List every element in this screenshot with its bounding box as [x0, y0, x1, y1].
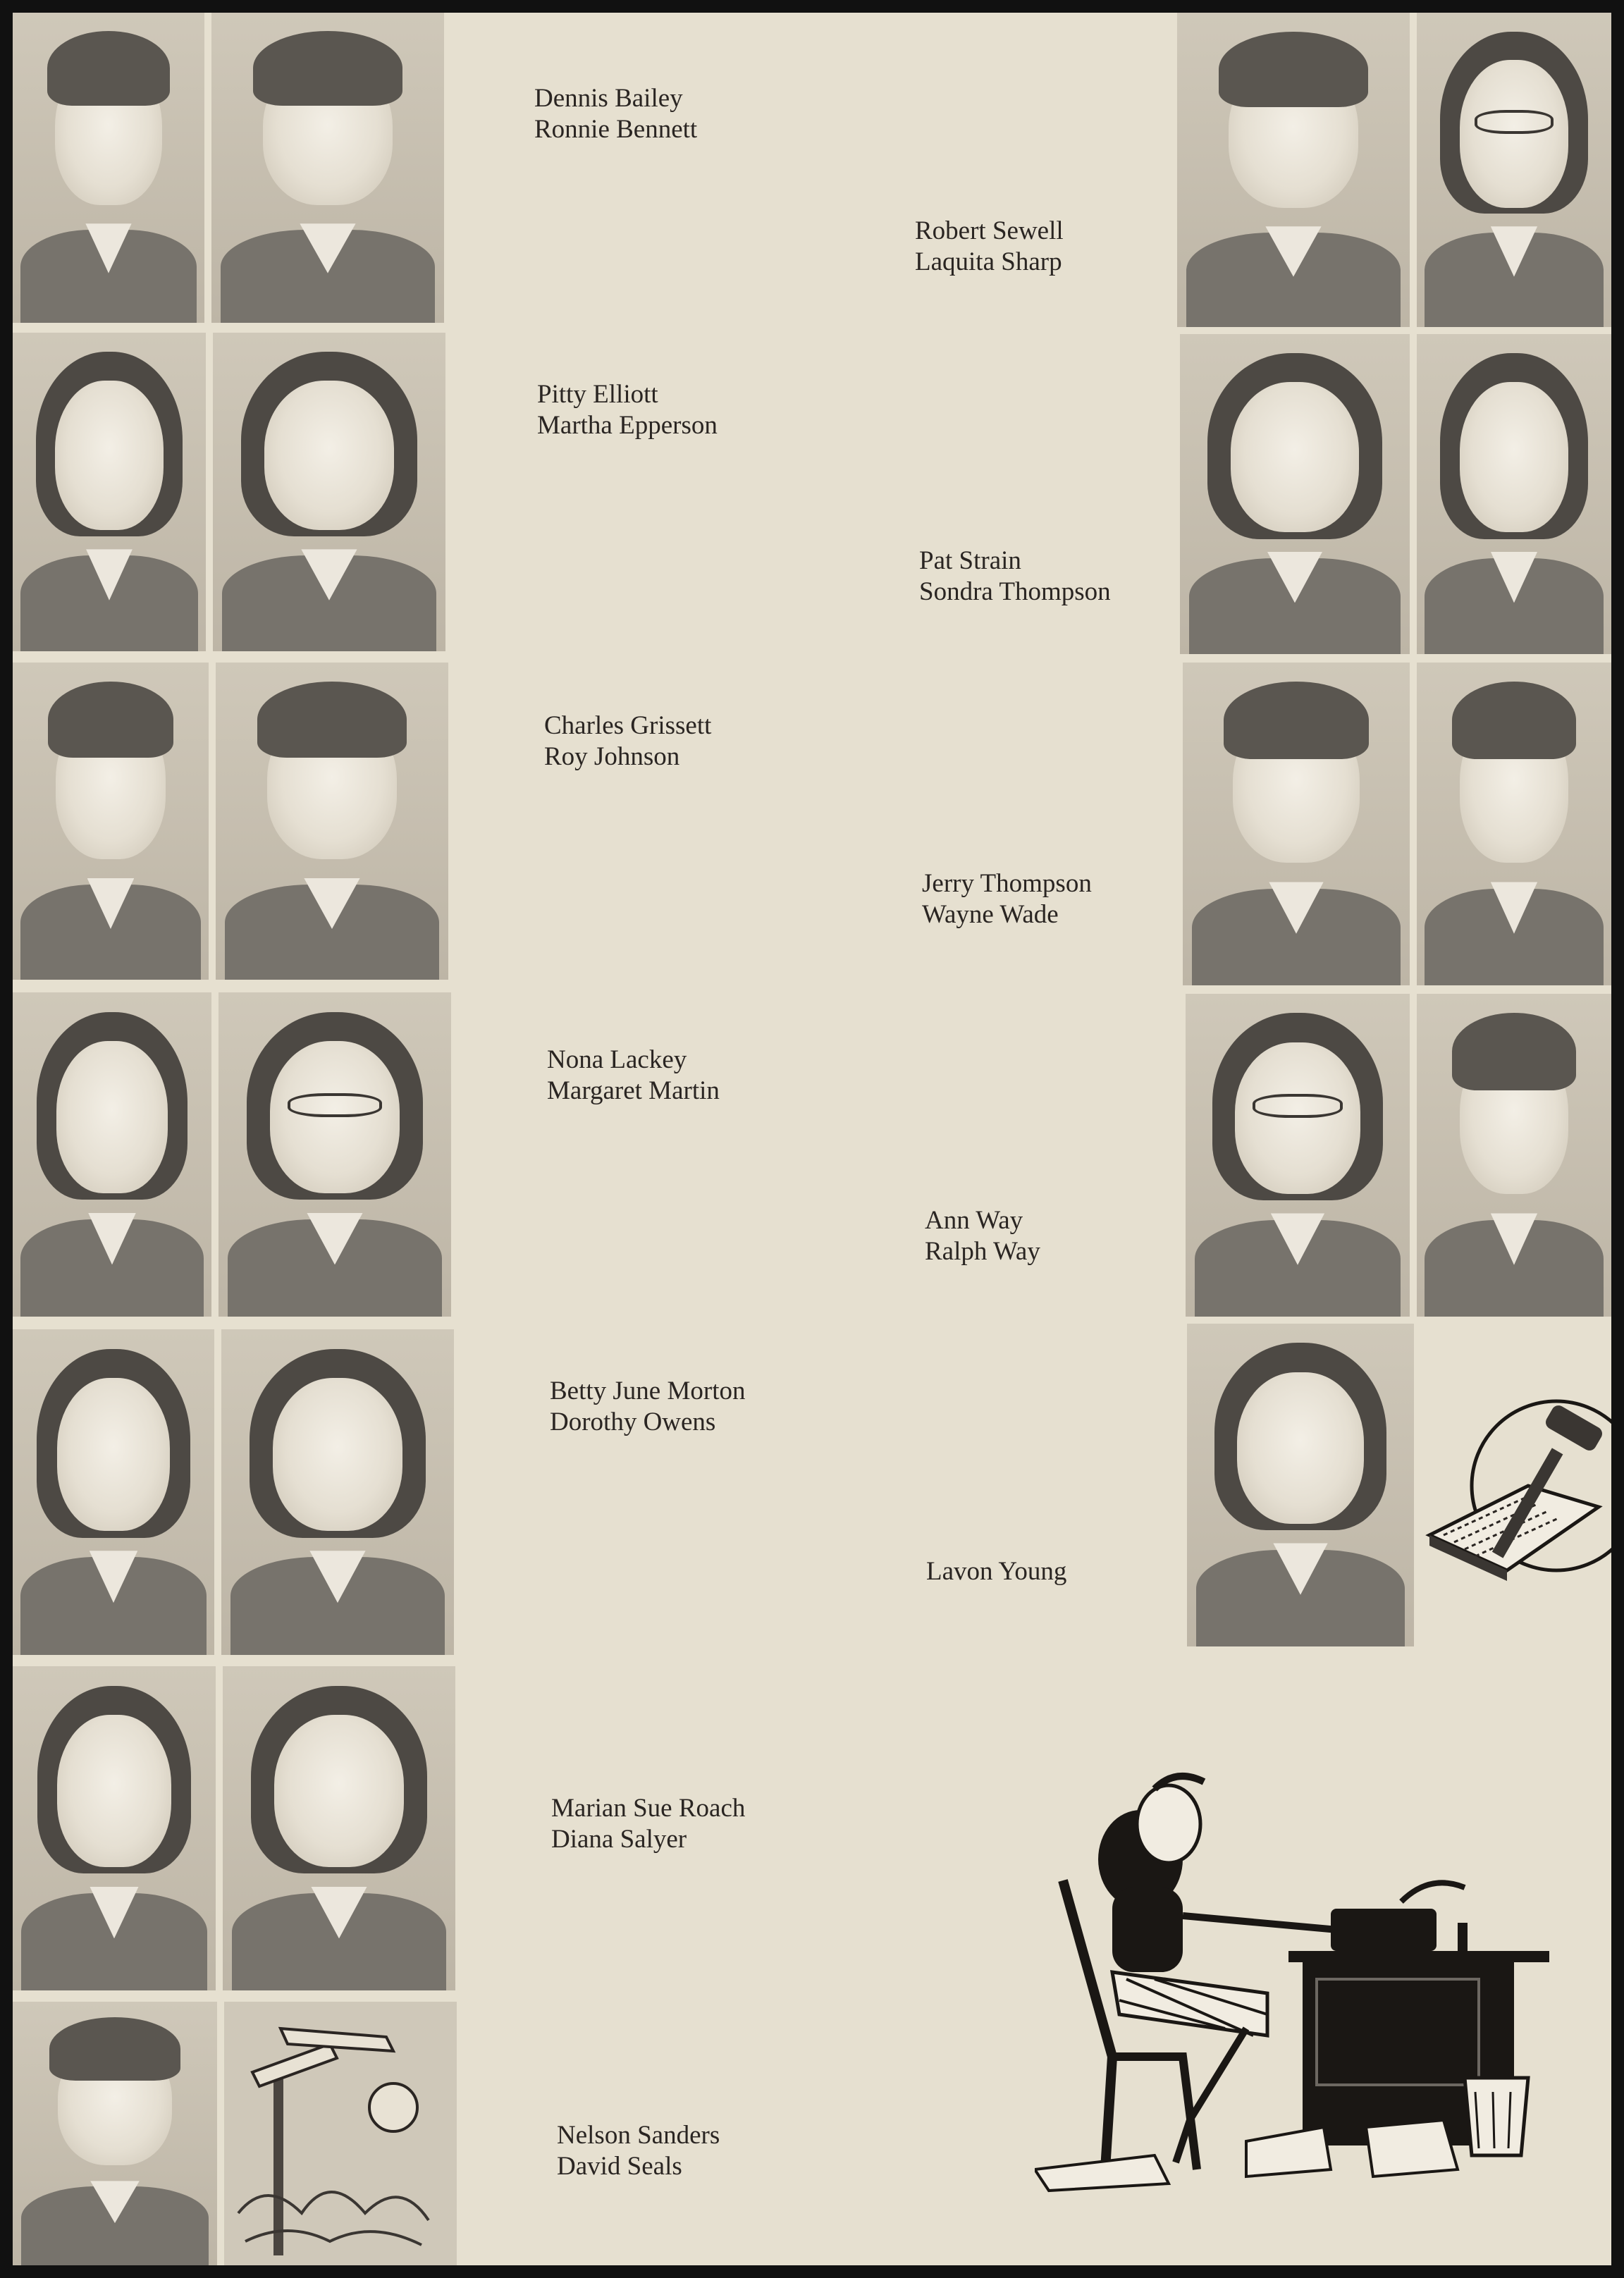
portrait-charles-grissett [13, 663, 209, 980]
portrait-ann-way [1186, 994, 1410, 1317]
portrait-sondra-thompson [1417, 334, 1611, 654]
portrait-ronnie-bennett [211, 13, 444, 323]
student-name: Betty June Morton [550, 1377, 746, 1405]
portrait-pitty-elliott [13, 333, 206, 651]
portrait-martha-epperson [213, 333, 445, 651]
portrait-diana-salyer [223, 1666, 455, 1990]
portrait-marian-sue-roach [13, 1666, 216, 1990]
student-name: Sondra Thompson [919, 577, 1111, 606]
names-morton-owens [550, 1376, 745, 1438]
student-name: Roy Johnson [544, 742, 680, 771]
student-name: Ann Way [925, 1206, 1023, 1235]
names-sanders-seals [557, 2120, 720, 2182]
student-name: Jerry Thompson [922, 869, 1092, 898]
portrait-nelson-sanders [13, 2002, 217, 2265]
portrait-pat-strain [1180, 334, 1410, 654]
typist-drawing [1035, 1761, 1570, 2198]
student-name: Dennis Bailey [534, 84, 683, 113]
gavel-book-drawing [1422, 1380, 1611, 1620]
portrait-lavon-young [1187, 1324, 1414, 1646]
portrait-laquita-sharp [1417, 13, 1611, 327]
pool-signpost-drawing [224, 2002, 457, 2265]
names-strain-thompson [919, 546, 1111, 608]
portrait-betty-june-morton [13, 1329, 214, 1655]
portrait-nona-lackey [13, 992, 211, 1317]
student-name: Robert Sewell [915, 216, 1064, 245]
student-name: Dorothy Owens [550, 1408, 716, 1436]
student-name: Nona Lackey [547, 1045, 687, 1074]
student-name: Ronnie Bennett [534, 115, 698, 144]
portrait-dennis-bailey [13, 13, 204, 323]
student-name: Laquita Sharp [915, 247, 1062, 276]
student-name: Charles Grissett [544, 711, 712, 740]
student-name: Diana Salyer [551, 1825, 687, 1854]
names-grissett-johnson [544, 710, 711, 772]
student-name: Lavon Young [926, 1557, 1067, 1586]
names-way-way [925, 1205, 1040, 1267]
student-name: Nelson Sanders [557, 2121, 720, 2150]
names-young [926, 1556, 1066, 1587]
names-lackey-martin [547, 1045, 720, 1107]
names-bailey-bennett [534, 83, 697, 145]
portrait-robert-sewell [1177, 13, 1410, 327]
portrait-ralph-way [1417, 994, 1611, 1317]
portrait-wayne-wade [1417, 663, 1611, 985]
names-sewell-sharp [915, 216, 1064, 278]
student-name: Pat Strain [919, 546, 1021, 575]
yearbook-page [13, 13, 1611, 2265]
portrait-margaret-martin [219, 992, 451, 1317]
student-name: Martha Epperson [537, 411, 718, 440]
portrait-dorothy-owens [221, 1329, 454, 1655]
names-elliott-epperson [537, 379, 718, 441]
portrait-roy-johnson [216, 663, 448, 980]
student-name: Pitty Elliott [537, 380, 658, 409]
portrait-jerry-thompson [1183, 663, 1410, 985]
names-thompson-wade [922, 868, 1092, 930]
student-name: David Seals [557, 2152, 682, 2181]
names-roach-salyer [551, 1793, 745, 1855]
student-name: Marian Sue Roach [551, 1794, 746, 1823]
student-name: Wayne Wade [922, 900, 1059, 929]
student-name: Margaret Martin [547, 1076, 720, 1105]
student-name: Ralph Way [925, 1237, 1040, 1266]
